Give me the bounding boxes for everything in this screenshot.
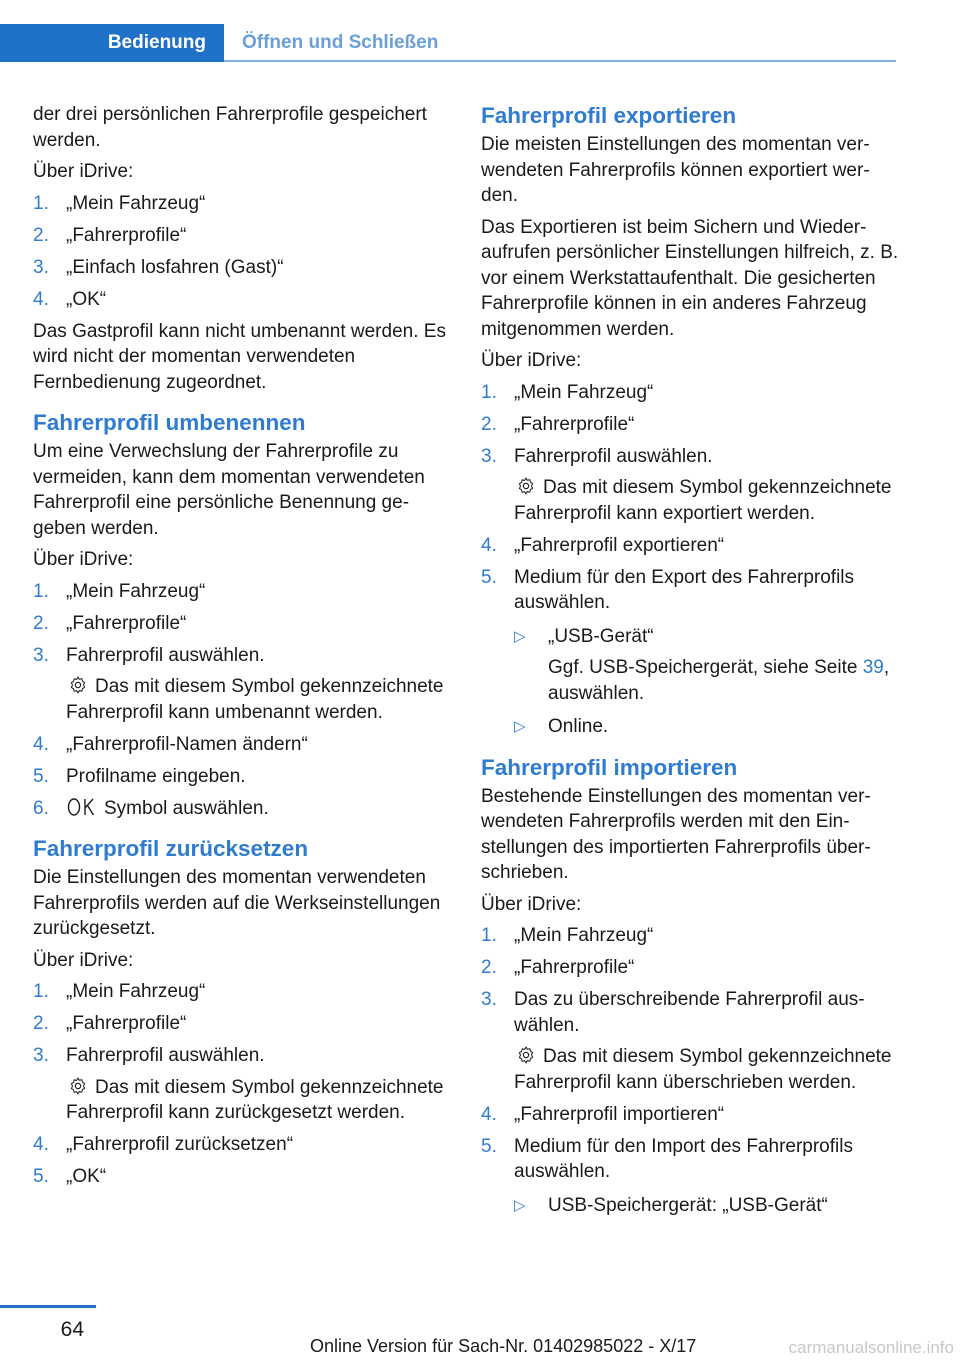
step-number: 3. xyxy=(33,256,49,278)
gear-icon xyxy=(515,1045,537,1065)
step-number: 5. xyxy=(33,1166,49,1187)
export-media-options xyxy=(514,624,899,740)
step-text: „Einfach losfahren (Gast)“ xyxy=(66,256,284,278)
triangle-bullet-icon: ▷ xyxy=(514,718,526,735)
list-item xyxy=(481,565,899,740)
step-text: „Mein Fahrzeug“ xyxy=(514,381,654,403)
list-item xyxy=(514,714,899,740)
step-text: „OK“ xyxy=(66,1166,107,1187)
list-item xyxy=(33,1011,451,1037)
page-reference-link[interactable]: 39 xyxy=(862,657,884,678)
step-number: 4. xyxy=(481,1103,497,1125)
list-item xyxy=(33,1164,451,1190)
gear-icon xyxy=(67,675,89,695)
guest-profile-paragraph: Das Gastprofil kann nicht umbenannt werden. Es wird nicht der momentan verwendeten Fernbedienung zugeordnet. xyxy=(33,320,446,393)
list-item xyxy=(481,533,899,559)
step-number: 4. xyxy=(481,534,497,556)
symbol-note-text: Das mit diesem Symbol gekennzeichnete Fahrerprofil kann zurückgesetzt werden. xyxy=(66,1076,444,1123)
symbol-note-text: Das mit diesem Symbol gekennzeichnete Fahrerprofil kann exportiert werden. xyxy=(514,477,892,524)
import-usb-option: USB-Speichergerät: „USB-Gerät“ xyxy=(548,1194,828,1216)
step-number: 5. xyxy=(481,1135,497,1157)
watermark: carmanualsonline.info xyxy=(788,1338,954,1357)
step-number: 2. xyxy=(33,612,49,634)
heading-rename: Fahrerprofil umbenennen xyxy=(33,410,306,435)
triangle-bullet-icon: ▷ xyxy=(514,1196,526,1214)
list-item xyxy=(33,796,451,822)
list-item xyxy=(481,380,899,406)
symbol-note xyxy=(66,1075,451,1126)
list-item xyxy=(33,223,451,249)
list-item xyxy=(33,643,451,726)
heading-export: Fahrerprofil exportieren xyxy=(481,103,737,128)
symbol-note xyxy=(514,475,899,526)
footer-divider xyxy=(0,1305,96,1308)
rename-steps xyxy=(33,579,451,822)
list-item xyxy=(481,923,899,949)
step-number: 3. xyxy=(481,445,497,467)
step-text: „Fahrerprofile“ xyxy=(66,1013,187,1034)
symbol-note-text: Das mit diesem Symbol gekennzeichnete Fahrerprofil kann überschrieben werden. xyxy=(514,1046,892,1093)
reset-paragraph: Die Einstellungen des momentan verwendeten Fahrerprofils werden auf die Werkseinstellungen zurückgesetzt. xyxy=(33,867,441,939)
step-text: „Fahrerprofil-Namen ändern“ xyxy=(66,733,308,755)
step-number: 1. xyxy=(33,580,49,602)
usb-option-note xyxy=(548,655,899,706)
export-paragraph-1: Die meisten Einstellungen des momentan verwendeten Fahrerprofils können exportiert werden. xyxy=(481,134,870,206)
step-text: „OK“ xyxy=(66,288,107,310)
header-divider xyxy=(224,60,896,62)
section-tab-oeffnen-schliessen[interactable]: Öffnen und Schließen xyxy=(242,32,439,53)
import-paragraph: Bestehende Einstellungen des momentan verwendeten Fahrerprofils werden mit den Einstellungen des importierten Fahrerprofils überschrieben. xyxy=(481,785,871,883)
step-text: „Mein Fahrzeug“ xyxy=(66,580,206,602)
list-item xyxy=(481,1134,899,1219)
step-text: „Mein Fahrzeug“ xyxy=(66,192,206,214)
step-text: Profilname eingeben. xyxy=(66,765,246,787)
ok-icon xyxy=(66,796,98,818)
step-number: 4. xyxy=(33,288,49,310)
list-item xyxy=(514,1193,899,1219)
usb-note-suffix: , auswählen. xyxy=(548,657,890,704)
step-number: 1. xyxy=(481,381,497,403)
step-text: „Mein Fahrzeug“ xyxy=(514,925,654,946)
list-item xyxy=(33,191,451,217)
symbol-note xyxy=(514,1044,899,1095)
usb-option-label: „USB-Gerät“ xyxy=(548,625,654,647)
list-item xyxy=(33,287,451,313)
left-column xyxy=(33,102,451,1196)
step-text: Medium für den Import des Fahrerprofils auswählen. xyxy=(514,1135,853,1182)
triangle-bullet-icon: ▷ xyxy=(514,627,526,645)
step-text: „Fahrerprofile“ xyxy=(66,224,187,246)
gear-icon xyxy=(67,1076,89,1096)
intro-paragraph: der drei persönlichen Fahrerprofile gespeichert werden. xyxy=(33,104,427,151)
list-item xyxy=(481,444,899,527)
step-text: Fahrerprofil auswählen. xyxy=(514,445,713,467)
step-text: „Mein Fahrzeug“ xyxy=(66,981,206,1002)
idrive-label: Über iDrive: xyxy=(33,161,134,182)
page-number: 64 xyxy=(60,1318,84,1341)
list-item xyxy=(481,1102,899,1128)
list-item xyxy=(514,624,899,707)
step-text: Fahrerprofil auswählen. xyxy=(66,1045,265,1066)
reset-steps xyxy=(33,979,451,1190)
step-text: „Fahrerprofil exportieren“ xyxy=(514,534,725,556)
step-number: 4. xyxy=(33,733,49,755)
chapter-tab-bedienung[interactable]: Bedienung xyxy=(0,24,224,62)
list-item xyxy=(33,979,451,1005)
list-item xyxy=(481,987,899,1095)
step-number: 2. xyxy=(33,1013,49,1034)
step-text: „Fahrerprofile“ xyxy=(514,413,635,435)
step-number: 1. xyxy=(481,925,497,946)
gear-icon xyxy=(515,476,537,496)
list-item xyxy=(481,412,899,438)
step-number: 5. xyxy=(481,566,497,588)
list-item xyxy=(33,1132,451,1158)
step-text: „Fahrerprofil zurücksetzen“ xyxy=(66,1134,294,1155)
step-number: 2. xyxy=(481,957,497,978)
online-option-label: Online. xyxy=(548,716,609,737)
symbol-note-text: Das mit diesem Symbol gekennzeichnete Fahrerprofil kann umbenannt werden. xyxy=(66,676,444,723)
online-version-note: Online Version für Sach-Nr. 01402985022 - X/17 xyxy=(310,1336,697,1356)
symbol-note xyxy=(66,674,451,725)
step-number: 2. xyxy=(33,224,49,246)
step-text: Medium für den Export des Fahrerprofils auswählen. xyxy=(514,566,855,613)
guest-profile-steps xyxy=(33,191,451,313)
chapter-header xyxy=(0,24,960,62)
list-item xyxy=(33,1043,451,1126)
list-item xyxy=(33,764,451,790)
right-column xyxy=(481,102,899,1226)
list-item xyxy=(33,255,451,281)
export-steps xyxy=(481,380,899,740)
step-text: Fahrerprofil auswählen. xyxy=(66,644,265,666)
idrive-label: Über iDrive: xyxy=(33,549,134,570)
list-item xyxy=(33,611,451,637)
step-text: „Fahrerprofile“ xyxy=(514,957,635,978)
idrive-label: Über iDrive: xyxy=(33,949,134,971)
import-steps xyxy=(481,923,899,1218)
usb-note-text: Ggf. USB-Speichergerät, siehe Seite xyxy=(548,657,863,678)
list-item xyxy=(33,579,451,605)
list-item xyxy=(33,732,451,758)
step-text: Symbol auswählen. xyxy=(104,797,269,819)
step-text: „Fahrerprofile“ xyxy=(66,612,187,634)
idrive-label: Über iDrive: xyxy=(481,893,582,915)
step-number: 5. xyxy=(33,765,49,787)
step-number: 2. xyxy=(481,413,497,435)
step-number: 3. xyxy=(33,644,49,666)
rename-paragraph: Um eine Verwechslung der Fahrerprofile zu vermeiden, kann dem momentan verwendeten Fahrerprofil eine persönliche Benennung gegeben werden. xyxy=(33,441,425,539)
step-number: 3. xyxy=(33,1045,49,1066)
heading-import: Fahrerprofil importieren xyxy=(481,754,738,780)
idrive-label: Über iDrive: xyxy=(481,350,582,371)
step-number: 3. xyxy=(481,989,497,1010)
heading-reset: Fahrerprofil zurücksetzen xyxy=(33,836,309,861)
import-media-options xyxy=(514,1193,899,1219)
step-number: 1. xyxy=(33,981,49,1002)
step-number: 6. xyxy=(33,797,49,819)
step-text: „Fahrerprofil importieren“ xyxy=(514,1103,725,1125)
step-text: Das zu überschreibende Fahrerprofil auswählen. xyxy=(514,989,865,1036)
list-item xyxy=(481,955,899,981)
step-number: 4. xyxy=(33,1134,49,1155)
step-number: 1. xyxy=(33,192,49,214)
export-paragraph-2: Das Exportieren ist beim Sichern und Wiederaufrufen persönlicher Einstellungen hilfreich, z. B. vor einem Werkstattaufenthalt. Die gesicherten Fahrerprofile können in ein anderes Fahrzeug mitgenommen werden. xyxy=(481,216,899,340)
